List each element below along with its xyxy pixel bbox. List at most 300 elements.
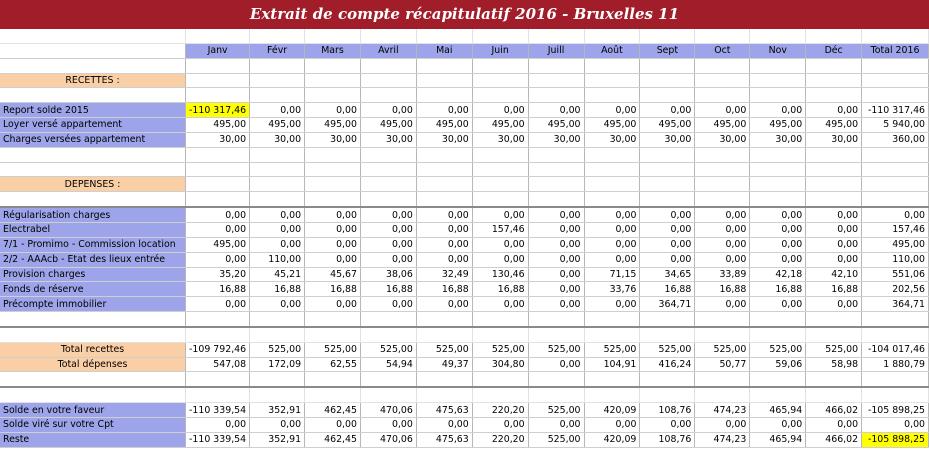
empty-cell[interactable] [806, 387, 862, 402]
empty-cell[interactable] [750, 192, 806, 207]
value-cell[interactable]: 495,00 [806, 118, 862, 133]
value-cell[interactable]: -109 792,46 [186, 342, 250, 357]
empty-cell[interactable] [186, 372, 250, 387]
empty-cell[interactable] [695, 177, 750, 192]
value-cell[interactable]: 0,00 [806, 237, 862, 252]
value-cell[interactable]: 108,76 [640, 432, 695, 447]
value-cell[interactable]: 0,00 [695, 252, 750, 267]
empty-cell[interactable] [360, 387, 416, 402]
value-cell[interactable]: 0,00 [360, 417, 416, 432]
empty-cell[interactable] [416, 327, 472, 342]
value-cell[interactable]: -105 898,25 [862, 432, 929, 447]
value-cell[interactable]: 0,00 [305, 207, 361, 222]
value-cell[interactable]: -110 339,54 [186, 432, 250, 447]
empty-cell[interactable] [0, 29, 186, 43]
empty-cell[interactable] [416, 147, 472, 162]
value-cell[interactable]: 364,71 [640, 297, 695, 312]
value-cell[interactable]: 16,88 [186, 282, 250, 297]
value-cell[interactable]: 0,00 [528, 267, 584, 282]
empty-cell[interactable] [750, 73, 806, 88]
empty-cell[interactable] [528, 58, 584, 73]
empty-cell[interactable] [862, 177, 929, 192]
month-header[interactable]: Nov [750, 43, 806, 58]
empty-cell[interactable] [416, 177, 472, 192]
empty-cell[interactable] [640, 58, 695, 73]
value-cell[interactable]: 0,00 [528, 357, 584, 372]
empty-cell[interactable] [250, 29, 305, 43]
value-cell[interactable]: 220,20 [472, 432, 528, 447]
empty-cell[interactable] [186, 327, 250, 342]
empty-cell[interactable] [584, 192, 640, 207]
empty-cell[interactable] [250, 192, 305, 207]
value-cell[interactable]: 0,00 [250, 207, 305, 222]
value-cell[interactable]: 30,00 [250, 132, 305, 147]
value-cell[interactable]: 0,00 [416, 297, 472, 312]
value-cell[interactable]: 547,08 [186, 357, 250, 372]
value-cell[interactable]: 0,00 [528, 222, 584, 237]
value-cell[interactable]: 304,80 [472, 357, 528, 372]
empty-cell[interactable] [584, 58, 640, 73]
value-cell[interactable]: 352,91 [250, 403, 305, 418]
value-cell[interactable]: 16,88 [305, 282, 361, 297]
value-cell[interactable]: 35,20 [186, 267, 250, 282]
value-cell[interactable]: 0,00 [528, 297, 584, 312]
empty-cell[interactable] [695, 73, 750, 88]
value-cell[interactable]: 30,00 [750, 132, 806, 147]
value-cell[interactable]: 30,00 [640, 132, 695, 147]
value-cell[interactable]: 0,00 [528, 103, 584, 118]
empty-cell[interactable] [584, 147, 640, 162]
empty-cell[interactable] [862, 162, 929, 177]
value-cell[interactable]: 16,88 [750, 282, 806, 297]
empty-cell[interactable] [862, 192, 929, 207]
empty-cell[interactable] [360, 58, 416, 73]
empty-cell[interactable] [416, 29, 472, 43]
value-cell[interactable]: 30,00 [416, 132, 472, 147]
value-cell[interactable]: 466,02 [806, 403, 862, 418]
empty-cell[interactable] [584, 327, 640, 342]
empty-cell[interactable] [640, 372, 695, 387]
value-cell[interactable]: 0,00 [806, 103, 862, 118]
value-cell[interactable]: 0,00 [806, 207, 862, 222]
empty-cell[interactable] [584, 312, 640, 327]
empty-cell[interactable] [186, 192, 250, 207]
value-cell[interactable]: 0,00 [528, 237, 584, 252]
value-cell[interactable]: 0,00 [472, 237, 528, 252]
empty-cell[interactable] [862, 312, 929, 327]
value-cell[interactable]: 0,00 [186, 297, 250, 312]
value-cell[interactable]: 33,89 [695, 267, 750, 282]
empty-cell[interactable] [0, 147, 186, 162]
empty-cell[interactable] [360, 162, 416, 177]
empty-cell[interactable] [695, 312, 750, 327]
empty-cell[interactable] [862, 372, 929, 387]
value-cell[interactable]: 0,00 [250, 417, 305, 432]
value-cell[interactable]: 495,00 [528, 118, 584, 133]
empty-cell[interactable] [806, 29, 862, 43]
row-label[interactable]: Solde viré sur votre Cpt [0, 417, 186, 432]
empty-cell[interactable] [360, 147, 416, 162]
row-label[interactable]: Total dépenses [0, 357, 186, 372]
value-cell[interactable]: 30,00 [695, 132, 750, 147]
empty-cell[interactable] [250, 312, 305, 327]
empty-cell[interactable] [416, 162, 472, 177]
empty-cell[interactable] [186, 88, 250, 103]
value-cell[interactable]: 525,00 [584, 342, 640, 357]
empty-cell[interactable] [360, 177, 416, 192]
value-cell[interactable]: 30,00 [360, 132, 416, 147]
value-cell[interactable]: 0,00 [305, 237, 361, 252]
value-cell[interactable]: 0,00 [250, 237, 305, 252]
empty-cell[interactable] [528, 73, 584, 88]
empty-cell[interactable] [416, 387, 472, 402]
empty-cell[interactable] [695, 387, 750, 402]
empty-cell[interactable] [528, 88, 584, 103]
value-cell[interactable]: 0,00 [250, 222, 305, 237]
empty-cell[interactable] [416, 192, 472, 207]
empty-cell[interactable] [584, 88, 640, 103]
empty-cell[interactable] [186, 162, 250, 177]
empty-cell[interactable] [472, 192, 528, 207]
value-cell[interactable]: 16,88 [640, 282, 695, 297]
value-cell[interactable]: 54,94 [360, 357, 416, 372]
empty-cell[interactable] [305, 312, 361, 327]
value-cell[interactable]: 0,00 [584, 297, 640, 312]
value-cell[interactable]: 0,00 [640, 103, 695, 118]
empty-cell[interactable] [360, 29, 416, 43]
value-cell[interactable]: -104 017,46 [862, 342, 929, 357]
empty-cell[interactable] [472, 162, 528, 177]
value-cell[interactable]: 16,88 [416, 282, 472, 297]
value-cell[interactable]: 495,00 [695, 118, 750, 133]
value-cell[interactable]: 202,56 [862, 282, 929, 297]
empty-cell[interactable] [640, 73, 695, 88]
value-cell[interactable]: 495,00 [416, 118, 472, 133]
value-cell[interactable]: 220,20 [472, 403, 528, 418]
value-cell[interactable]: 0,00 [528, 252, 584, 267]
value-cell[interactable]: 470,06 [360, 432, 416, 447]
value-cell[interactable]: 0,00 [750, 297, 806, 312]
empty-cell[interactable] [584, 177, 640, 192]
value-cell[interactable]: 30,00 [472, 132, 528, 147]
empty-cell[interactable] [640, 327, 695, 342]
empty-cell[interactable] [416, 73, 472, 88]
value-cell[interactable]: 525,00 [250, 342, 305, 357]
value-cell[interactable]: 474,23 [695, 432, 750, 447]
row-label[interactable]: 2/2 - AAAcb - Etat des lieux entrée [0, 252, 186, 267]
empty-cell[interactable] [360, 88, 416, 103]
value-cell[interactable]: 104,91 [584, 357, 640, 372]
value-cell[interactable]: 0,00 [250, 297, 305, 312]
empty-cell[interactable] [416, 312, 472, 327]
value-cell[interactable]: 0,00 [416, 222, 472, 237]
empty-cell[interactable] [862, 58, 929, 73]
empty-cell[interactable] [472, 58, 528, 73]
empty-cell[interactable] [305, 73, 361, 88]
empty-cell[interactable] [806, 162, 862, 177]
row-label[interactable]: Charges versées appartement [0, 132, 186, 147]
value-cell[interactable]: 0,00 [360, 222, 416, 237]
row-label[interactable]: Solde en votre faveur [0, 403, 186, 418]
value-cell[interactable]: 495,00 [472, 118, 528, 133]
empty-cell[interactable] [750, 88, 806, 103]
value-cell[interactable]: 42,10 [806, 267, 862, 282]
value-cell[interactable]: 0,00 [186, 222, 250, 237]
value-cell[interactable]: 0,00 [528, 282, 584, 297]
value-cell[interactable]: 0,00 [640, 252, 695, 267]
empty-cell[interactable] [472, 327, 528, 342]
empty-cell[interactable] [695, 192, 750, 207]
value-cell[interactable]: 0,00 [416, 417, 472, 432]
empty-cell[interactable] [528, 147, 584, 162]
empty-cell[interactable] [528, 29, 584, 43]
row-label[interactable]: Loyer versé appartement [0, 118, 186, 133]
value-cell[interactable]: 551,06 [862, 267, 929, 282]
month-header[interactable]: Juill [528, 43, 584, 58]
value-cell[interactable]: 5 940,00 [862, 118, 929, 133]
empty-cell[interactable] [250, 147, 305, 162]
empty-cell[interactable] [186, 312, 250, 327]
month-header[interactable]: Août [584, 43, 640, 58]
corner-cell[interactable] [0, 43, 186, 58]
empty-cell[interactable] [305, 192, 361, 207]
empty-cell[interactable] [528, 192, 584, 207]
empty-cell[interactable] [472, 387, 528, 402]
empty-cell[interactable] [695, 162, 750, 177]
empty-cell[interactable] [806, 58, 862, 73]
value-cell[interactable]: 16,88 [250, 282, 305, 297]
empty-cell[interactable] [472, 372, 528, 387]
value-cell[interactable]: 352,91 [250, 432, 305, 447]
empty-cell[interactable] [640, 162, 695, 177]
empty-cell[interactable] [416, 88, 472, 103]
empty-cell[interactable] [862, 73, 929, 88]
value-cell[interactable]: 0,00 [640, 222, 695, 237]
value-cell[interactable]: 108,76 [640, 403, 695, 418]
empty-cell[interactable] [695, 58, 750, 73]
empty-cell[interactable] [806, 192, 862, 207]
value-cell[interactable]: 525,00 [750, 342, 806, 357]
value-cell[interactable]: 0,00 [695, 297, 750, 312]
value-cell[interactable]: 420,09 [584, 432, 640, 447]
value-cell[interactable]: 525,00 [305, 342, 361, 357]
empty-cell[interactable] [695, 29, 750, 43]
value-cell[interactable]: 0,00 [305, 297, 361, 312]
empty-cell[interactable] [750, 372, 806, 387]
value-cell[interactable]: 0,00 [416, 252, 472, 267]
value-cell[interactable]: 495,00 [250, 118, 305, 133]
value-cell[interactable]: 525,00 [640, 342, 695, 357]
value-cell[interactable]: 33,76 [584, 282, 640, 297]
empty-cell[interactable] [806, 88, 862, 103]
value-cell[interactable]: 0,00 [806, 252, 862, 267]
value-cell[interactable]: 470,06 [360, 403, 416, 418]
empty-cell[interactable] [250, 327, 305, 342]
empty-cell[interactable] [250, 58, 305, 73]
empty-cell[interactable] [528, 162, 584, 177]
empty-cell[interactable] [0, 387, 186, 402]
value-cell[interactable]: 0,00 [360, 297, 416, 312]
value-cell[interactable]: 130,46 [472, 267, 528, 282]
empty-cell[interactable] [305, 88, 361, 103]
empty-cell[interactable] [750, 58, 806, 73]
month-header[interactable]: Sept [640, 43, 695, 58]
empty-cell[interactable] [360, 73, 416, 88]
empty-cell[interactable] [584, 372, 640, 387]
empty-cell[interactable] [305, 58, 361, 73]
value-cell[interactable]: 0,00 [750, 222, 806, 237]
month-header[interactable]: Févr [250, 43, 305, 58]
row-label[interactable]: 7/1 - Promimo - Commission location [0, 237, 186, 252]
value-cell[interactable]: 49,37 [416, 357, 472, 372]
value-cell[interactable]: 30,00 [806, 132, 862, 147]
value-cell[interactable]: 0,00 [806, 297, 862, 312]
empty-cell[interactable] [750, 147, 806, 162]
empty-cell[interactable] [640, 177, 695, 192]
value-cell[interactable]: 0,00 [528, 207, 584, 222]
value-cell[interactable]: 0,00 [750, 103, 806, 118]
value-cell[interactable]: 0,00 [472, 103, 528, 118]
value-cell[interactable]: 0,00 [360, 103, 416, 118]
empty-cell[interactable] [0, 372, 186, 387]
value-cell[interactable]: 1 880,79 [862, 357, 929, 372]
empty-cell[interactable] [806, 327, 862, 342]
value-cell[interactable]: 110,00 [862, 252, 929, 267]
month-header[interactable]: Mars [305, 43, 361, 58]
value-cell[interactable]: 465,94 [750, 432, 806, 447]
empty-cell[interactable] [584, 162, 640, 177]
value-cell[interactable]: 495,00 [640, 118, 695, 133]
empty-cell[interactable] [695, 327, 750, 342]
value-cell[interactable]: 172,09 [250, 357, 305, 372]
empty-cell[interactable] [750, 312, 806, 327]
empty-cell[interactable] [186, 177, 250, 192]
value-cell[interactable]: 0,00 [360, 207, 416, 222]
month-header[interactable]: Oct [695, 43, 750, 58]
empty-cell[interactable] [360, 192, 416, 207]
value-cell[interactable]: 495,00 [186, 237, 250, 252]
value-cell[interactable]: 0,00 [472, 252, 528, 267]
empty-cell[interactable] [528, 312, 584, 327]
value-cell[interactable]: 16,88 [806, 282, 862, 297]
empty-cell[interactable] [640, 387, 695, 402]
month-header[interactable]: Avril [360, 43, 416, 58]
empty-cell[interactable] [862, 327, 929, 342]
empty-cell[interactable] [584, 29, 640, 43]
value-cell[interactable]: 0,00 [584, 252, 640, 267]
empty-cell[interactable] [750, 177, 806, 192]
empty-cell[interactable] [695, 372, 750, 387]
value-cell[interactable]: 0,00 [584, 222, 640, 237]
empty-cell[interactable] [806, 372, 862, 387]
empty-cell[interactable] [472, 312, 528, 327]
empty-cell[interactable] [305, 162, 361, 177]
empty-cell[interactable] [806, 147, 862, 162]
row-label[interactable]: Précompte immobilier [0, 297, 186, 312]
row-label[interactable]: Provision charges [0, 267, 186, 282]
empty-cell[interactable] [750, 387, 806, 402]
value-cell[interactable]: 465,94 [750, 403, 806, 418]
value-cell[interactable]: 0,00 [472, 207, 528, 222]
empty-cell[interactable] [186, 58, 250, 73]
value-cell[interactable]: 0,00 [584, 417, 640, 432]
empty-cell[interactable] [472, 177, 528, 192]
value-cell[interactable]: 45,21 [250, 267, 305, 282]
value-cell[interactable]: 0,00 [305, 222, 361, 237]
value-cell[interactable]: 0,00 [584, 237, 640, 252]
value-cell[interactable]: 0,00 [862, 417, 929, 432]
empty-cell[interactable] [472, 147, 528, 162]
value-cell[interactable]: 0,00 [472, 297, 528, 312]
value-cell[interactable]: 495,00 [360, 118, 416, 133]
value-cell[interactable]: 0,00 [305, 103, 361, 118]
value-cell[interactable]: 30,00 [584, 132, 640, 147]
value-cell[interactable]: 34,65 [640, 267, 695, 282]
value-cell[interactable]: 16,88 [360, 282, 416, 297]
empty-cell[interactable] [472, 88, 528, 103]
value-cell[interactable]: 0,00 [528, 417, 584, 432]
value-cell[interactable]: 0,00 [186, 417, 250, 432]
value-cell[interactable]: 420,09 [584, 403, 640, 418]
empty-cell[interactable] [640, 88, 695, 103]
value-cell[interactable]: 0,00 [360, 237, 416, 252]
value-cell[interactable]: 0,00 [305, 417, 361, 432]
empty-cell[interactable] [695, 88, 750, 103]
value-cell[interactable]: 0,00 [472, 417, 528, 432]
value-cell[interactable]: 525,00 [416, 342, 472, 357]
value-cell[interactable]: 0,00 [584, 207, 640, 222]
value-cell[interactable]: 157,46 [862, 222, 929, 237]
value-cell[interactable]: 474,23 [695, 403, 750, 418]
value-cell[interactable]: 16,88 [472, 282, 528, 297]
value-cell[interactable]: 416,24 [640, 357, 695, 372]
month-header[interactable]: Déc [806, 43, 862, 58]
value-cell[interactable]: 475,63 [416, 432, 472, 447]
value-cell[interactable]: 45,67 [305, 267, 361, 282]
empty-cell[interactable] [305, 177, 361, 192]
value-cell[interactable]: 525,00 [806, 342, 862, 357]
value-cell[interactable]: 30,00 [528, 132, 584, 147]
value-cell[interactable]: 0,00 [416, 207, 472, 222]
empty-cell[interactable] [305, 387, 361, 402]
value-cell[interactable]: 71,15 [584, 267, 640, 282]
empty-cell[interactable] [640, 147, 695, 162]
value-cell[interactable]: 495,00 [750, 118, 806, 133]
value-cell[interactable]: 38,06 [360, 267, 416, 282]
value-cell[interactable]: 525,00 [528, 342, 584, 357]
value-cell[interactable]: 525,00 [695, 342, 750, 357]
empty-cell[interactable] [640, 192, 695, 207]
empty-cell[interactable] [250, 372, 305, 387]
value-cell[interactable]: 360,00 [862, 132, 929, 147]
empty-cell[interactable] [640, 29, 695, 43]
empty-cell[interactable] [750, 29, 806, 43]
empty-cell[interactable] [250, 162, 305, 177]
value-cell[interactable]: 0,00 [305, 252, 361, 267]
empty-cell[interactable] [472, 29, 528, 43]
value-cell[interactable]: 525,00 [360, 342, 416, 357]
value-cell[interactable]: 495,00 [584, 118, 640, 133]
empty-cell[interactable] [250, 88, 305, 103]
value-cell[interactable]: 495,00 [305, 118, 361, 133]
row-label[interactable]: Electrabel [0, 222, 186, 237]
value-cell[interactable]: 525,00 [472, 342, 528, 357]
value-cell[interactable]: 466,02 [806, 432, 862, 447]
value-cell[interactable]: 0,00 [186, 207, 250, 222]
value-cell[interactable]: 62,55 [305, 357, 361, 372]
empty-cell[interactable] [806, 177, 862, 192]
value-cell[interactable]: -105 898,25 [862, 403, 929, 418]
